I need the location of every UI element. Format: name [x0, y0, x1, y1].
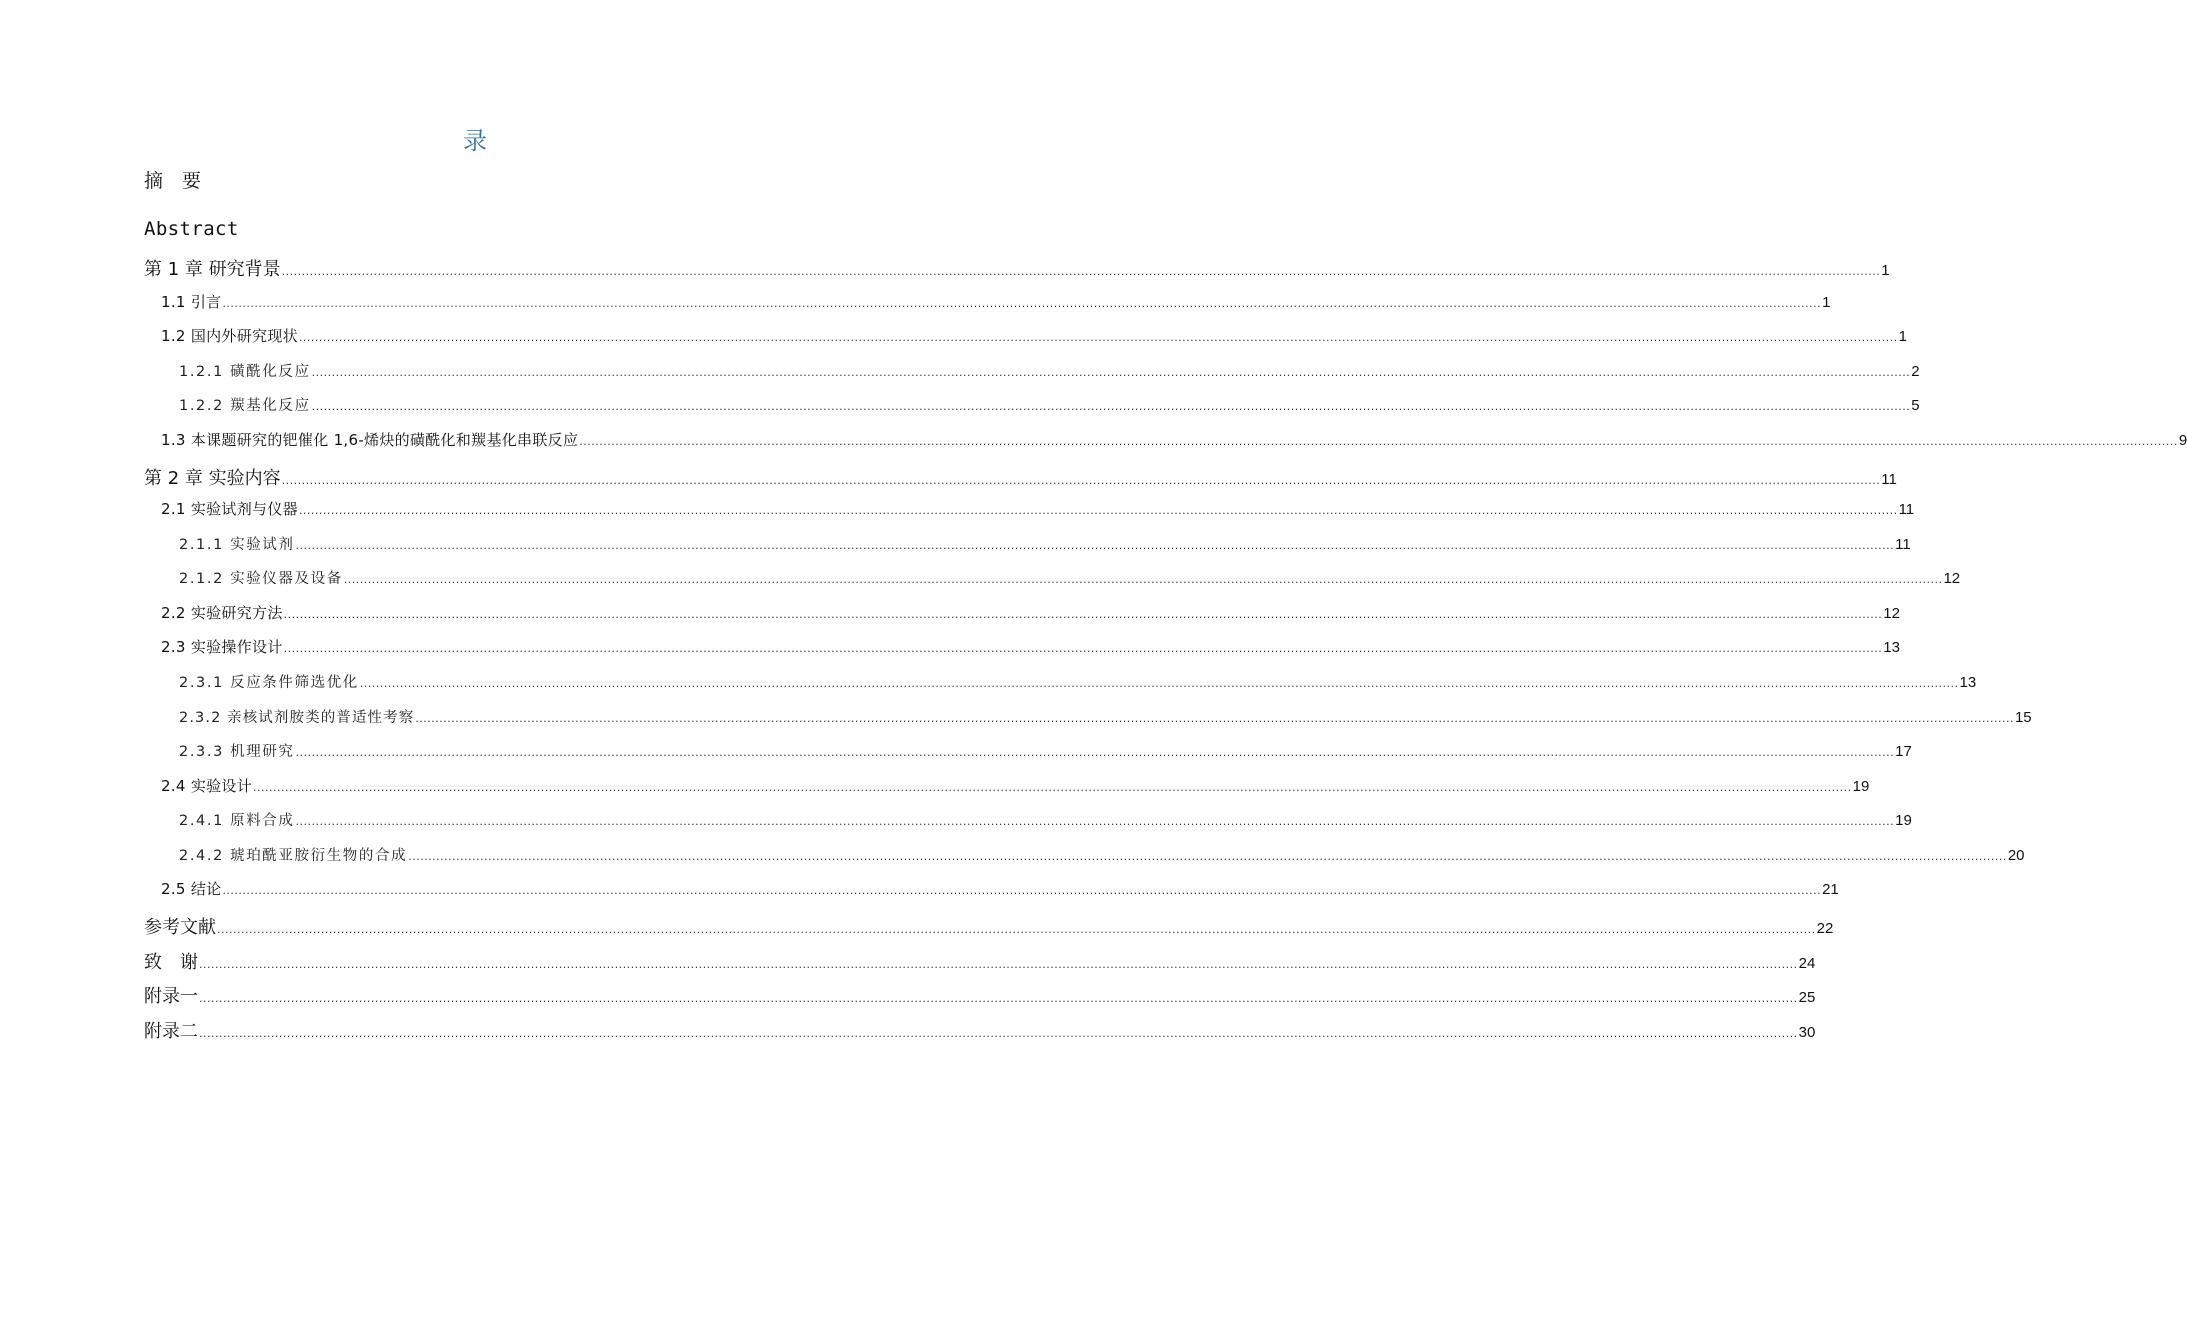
toc-leader-dots: ................................................................................................................................................................................................................................................................................................................................................................................................................ [298, 331, 1898, 344]
toc-leader-dots: ................................................................................................................................................................................................................................................................................................................................................................................................................ [199, 992, 1798, 1005]
toc-entry-label: 2.1.2 实验仪器及设备 [179, 571, 343, 587]
toc-entry-label: 1.2.1 磺酰化反应 [179, 364, 311, 380]
toc-leader-dots: ................................................................................................................................................................................................................................................................................................................................................................................................................ [281, 265, 1881, 278]
toc-entry-page: 12 [1883, 605, 1900, 622]
toc-entry-page: 9 [2178, 432, 2187, 449]
toc-entry-page: 11 [1881, 471, 1897, 488]
toc-entry-page: 1 [1822, 294, 1831, 311]
toc-entry-appendix-1[interactable] [0, 982, 1816, 1008]
toc-leader-dots: ................................................................................................................................................................................................................................................................................................................................................................................................................ [283, 608, 1883, 621]
toc-entry-page: 13 [1883, 639, 1900, 656]
toc-entry-page: 1 [1881, 262, 1890, 279]
toc-entry-chapter-2[interactable] [0, 464, 1897, 490]
toc-entry-label: 1.1 引言 [161, 293, 222, 311]
toc-entry-label: 2.4.2 琥珀酰亚胺衍生物的合成 [179, 848, 408, 864]
toc-entry-2-1-2[interactable] [0, 567, 1961, 588]
toc-entry-label: 1.2.2 羰基化反应 [179, 398, 311, 414]
toc-entry-label: 参考文献 [144, 917, 216, 938]
toc-leader-dots: ................................................................................................................................................................................................................................................................................................................................................................................................................ [298, 504, 1898, 517]
toc-entry-1-2[interactable] [0, 325, 1907, 346]
toc-entry-2-2[interactable] [0, 602, 1900, 623]
toc-leader-dots: ................................................................................................................................................................................................................................................................................................................................................................................................................ [199, 1027, 1798, 1040]
toc-entry-2-3-3[interactable] [0, 740, 1912, 761]
toc-entry-page: 20 [2007, 847, 2025, 864]
toc-entry-1-2-2[interactable] [0, 394, 1920, 415]
toc-entry-page: 19 [1852, 778, 1870, 795]
toc-entry-acknowledgements[interactable] [0, 948, 1816, 974]
toc-leader-dots: ................................................................................................................................................................................................................................................................................................................................................................................................................ [199, 958, 1798, 971]
toc-entry-page: 15 [2014, 709, 2032, 726]
toc-entry-page: 22 [1816, 920, 1834, 937]
toc-leader-dots: ................................................................................................................................................................................................................................................................................................................................................................................................................ [295, 746, 1895, 759]
toc-entry-appendix-2[interactable] [0, 1017, 1816, 1043]
toc-entry-1-3[interactable] [0, 429, 2187, 450]
toc-entry-2-4-2[interactable] [0, 844, 2025, 865]
toc-leader-dots: ................................................................................................................................................................................................................................................................................................................................................................................................................ [579, 435, 2178, 448]
toc-entry-page: 12 [1943, 570, 1961, 587]
toc-entry-label: 致 谢 [144, 952, 198, 973]
toc-entry-page: 19 [1895, 812, 1912, 829]
toc-entry-label: 2.1 实验试剂与仪器 [161, 500, 298, 518]
toc-entry-2-4-1[interactable] [0, 809, 1912, 830]
toc-leader-dots: ................................................................................................................................................................................................................................................................................................................................................................................................................ [281, 474, 1881, 487]
toc-entry-label: 第 1 章 研究背景 [144, 259, 281, 280]
toc-entry-2-1[interactable] [0, 498, 1915, 519]
toc-entry-label: 2.1.1 实验试剂 [179, 537, 295, 553]
toc-entry-label: 2.4 实验设计 [161, 777, 253, 795]
toc-entry-label: 2.2 实验研究方法 [161, 604, 283, 622]
toc-entry-page: 25 [1798, 989, 1816, 1006]
toc-leader-dots: ................................................................................................................................................................................................................................................................................................................................................................................................................ [295, 539, 1895, 552]
toc-leader-dots: ................................................................................................................................................................................................................................................................................................................................................................................................................ [415, 712, 2014, 725]
toc-leader-dots: ................................................................................................................................................................................................................................................................................................................................................................................................................ [283, 642, 1883, 655]
toc-entry-2-3-1[interactable] [0, 671, 1977, 692]
toc-leader-dots: ................................................................................................................................................................................................................................................................................................................................................................................................................ [311, 400, 1911, 413]
toc-entry-page: 30 [1798, 1024, 1816, 1041]
toc-entry-label: 2.3 实验操作设计 [161, 638, 283, 656]
toc-entry-label: 附录二 [144, 1021, 198, 1042]
toc-entry-page: 11 [1898, 501, 1915, 518]
toc-leader-dots: ................................................................................................................................................................................................................................................................................................................................................................................................................ [222, 297, 1822, 310]
toc-entry-page: 13 [1959, 674, 1977, 691]
toc-entry-page: 5 [1911, 397, 1920, 414]
toc-entry-2-3-2[interactable] [0, 706, 2032, 727]
toc-entry-page: 11 [1895, 536, 1911, 553]
toc-abstract-en: Abstract [144, 218, 239, 240]
toc-entry-label: 2.3.3 机理研究 [179, 744, 295, 760]
toc-entry-label: 第 2 章 实验内容 [144, 468, 281, 489]
toc-entry-label: 1.2 国内外研究现状 [161, 327, 298, 345]
toc-entry-label: 2.5 结论 [161, 880, 222, 898]
toc-leader-dots: ................................................................................................................................................................................................................................................................................................................................................................................................................ [359, 677, 1959, 690]
toc-entry-2-3[interactable] [0, 636, 1900, 657]
toc-leader-dots: ................................................................................................................................................................................................................................................................................................................................................................................................................ [253, 781, 1852, 794]
toc-title: 录 [463, 127, 487, 155]
toc-leader-dots: ................................................................................................................................................................................................................................................................................................................................................................................................................ [343, 573, 1943, 586]
toc-leader-dots: ................................................................................................................................................................................................................................................................................................................................................................................................................ [217, 923, 1816, 936]
toc-entry-page: 2 [1911, 363, 1920, 380]
toc-leader-dots: ................................................................................................................................................................................................................................................................................................................................................................................................................ [295, 815, 1895, 828]
toc-leader-dots: ................................................................................................................................................................................................................................................................................................................................................................................................................ [408, 850, 2007, 863]
toc-entry-page: 17 [1895, 743, 1912, 760]
toc-entry-chapter-1[interactable] [0, 255, 1890, 281]
toc-entry-page: 21 [1822, 881, 1839, 898]
toc-entry-page: 24 [1798, 955, 1816, 972]
toc-entry-label: 2.3.2 亲核试剂胺类的普适性考察 [179, 710, 415, 726]
toc-entry-2-1-1[interactable] [0, 533, 1911, 554]
toc-entry-label: 2.4.1 原料合成 [179, 813, 295, 829]
toc-entry-1-1[interactable] [0, 291, 1831, 312]
toc-entry-2-4[interactable] [0, 775, 1870, 796]
toc-entry-label: 附录一 [144, 986, 198, 1007]
toc-entry-label: 2.3.1 反应条件筛选优化 [179, 675, 359, 691]
toc-entry-page: 1 [1898, 328, 1907, 345]
toc-abstract-cn: 摘 要 [144, 170, 202, 192]
toc-entry-1-2-1[interactable] [0, 360, 1920, 381]
toc-leader-dots: ................................................................................................................................................................................................................................................................................................................................................................................................................ [311, 366, 1911, 379]
toc-entry-references[interactable] [0, 913, 1834, 939]
toc-leader-dots: ................................................................................................................................................................................................................................................................................................................................................................................................................ [222, 884, 1822, 897]
toc-entry-2-5[interactable] [0, 878, 1839, 899]
toc-entry-label: 1.3 本课题研究的钯催化 1,6-烯炔的磺酰化和羰基化串联反应 [161, 431, 579, 449]
